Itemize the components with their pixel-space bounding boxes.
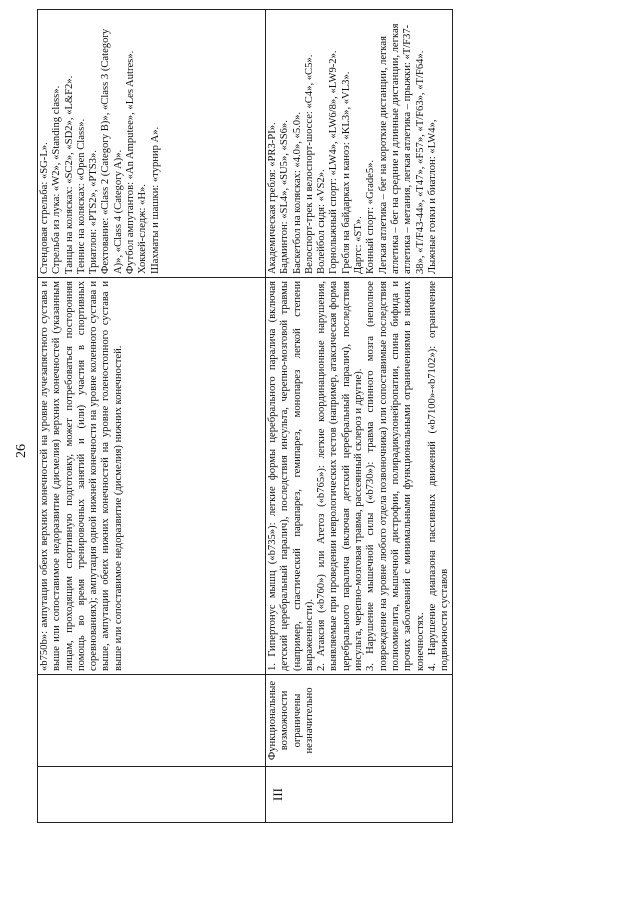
- sport-class-line: Танцы на колясках: «SC2», «SD2», «L&F2».: [63, 75, 75, 274]
- table-row-level-iii: [266, 10, 453, 823]
- classification-table: [37, 9, 453, 823]
- sport-class-line: Стендовая стрельба: «SG-L».: [39, 142, 50, 274]
- sport-class-line: Легкая атлетика – бег на короткие дистанции, легкая атлетика – бег на средние и длинные дистанции, легкая атлетика – метания, легкая атлетика – прыжки: «T/F37-38», «T/F43-44», «T47», «F57», «T/F63», «T/F64».: [377, 23, 426, 274]
- impairment-description: [38, 278, 266, 675]
- level-cell-empty: [38, 767, 266, 823]
- impairment-item: 1. Гипертонус мышц («b735»): легкие формы церебрального паралича (включая детский церебральный паралич), последствия инсульта, черепно-мозговой травмы (например, спастический парапарез, гемипарез, монопарез легкой степени выраженности).: [267, 281, 315, 671]
- sport-class-line: Конный спорт: «Grade5».: [365, 159, 377, 274]
- sport-class-line: Триатлон: «PTS2», «PTS3».: [88, 150, 100, 274]
- sport-class-line: Горнолыжный спорт: «LW4», «LW6/8», «LW9-2».: [328, 50, 340, 274]
- sport-class-line: Дартс: «ST».: [353, 216, 365, 274]
- sport-class-line: Шахматы и шашки: «турнир А».: [149, 126, 161, 274]
- sport-class-line: Лыжные гонки и биатлон: «LW4»,: [426, 119, 438, 274]
- impairment-text: «b750b»: ампутации обеих верхних конечностей на уровне лучезапястного сустава и выше или сопоставимое недоразвитие (дисмелия) верхних конечностей (указанным лицам, проходящим спортивную подготовку, может потребоваться посторонняя помощь во время тренировочных занятий и (или) участия в спортивных соревнованиях); ампутация одной нижней конечности на уровне коленного сустава и выше, ампутации обеих нижних конечностей на уровне голеностопного сустава и выше или сопоставимое недоразвитие (дисмелия) нижних конечностей.: [39, 281, 124, 671]
- sport-classes-cell: [266, 10, 453, 278]
- sport-class-line: Стрельба из лука: «W2», «Standing class».: [51, 85, 63, 274]
- sport-class-line: Баскетбол на колясках: «4.0», «5.0».: [291, 111, 303, 274]
- sport-class-line: Хоккей-следж: «H».: [137, 184, 149, 274]
- page-number: 26: [14, 444, 29, 458]
- sport-class-line: Академическая гребля: «PR3-PI».: [267, 122, 278, 274]
- sport-class-line: Гребля на байдарках и каноэ: «KL3», «VL3».: [340, 71, 352, 274]
- category-cell-empty: [38, 675, 266, 767]
- impairment-item: 3. Нарушение мышечной силы («b730»): травма спинного мозга (неполное повреждение на уровне любого отдела позвоночника) или сопоставимые последствия полиомиелита, мышечной дистрофии, полирадикулонейропатии, спина бифида и прочих заболеваний с минимальными функциональными ограничениями в нижних конечностях.: [365, 281, 426, 671]
- level-cell: III: [266, 767, 453, 823]
- table-row-previous: [38, 10, 266, 823]
- sport-class-line: Бадминтон: «SL4», «SU5», «SS6».: [279, 120, 291, 274]
- impairment-item: 4. Нарушение диапазона пассивных движений («b7100»-«b7102»): ограничение подвижности суставов: [426, 281, 451, 671]
- sport-classes-cell: [38, 10, 266, 278]
- sport-class-line: Велоспорт-трек и велоспорт-шоссе: «C4», «C5».: [303, 54, 315, 274]
- category-cell: Функциональные возможности ограничены незначительно: [266, 675, 453, 767]
- sport-class-line: Футбол ампутантов: «An Amputee», «Les Autres».: [125, 50, 137, 274]
- impairment-description: [266, 278, 453, 675]
- sport-class-line: Волейбол сидя: «VS2».: [316, 169, 328, 274]
- sport-class-line: Фехтование: «Class 2 (Category B)», «Class 3 (Category A)», «Class 4 (Category A)».: [100, 28, 124, 274]
- sport-class-line: Теннис на колясках: «Open Class».: [75, 118, 87, 274]
- impairment-item: 2. Атаксия («b760») или Атетоз («b765»): легкие координационные нарушения, выявляемые при проведении неврологических тестов (например, атаксическая форма церебрального паралича (включая детский церебральный паралич), последствия инсульта, черепно-мозговая травма, рассеянный склероз и другие).: [316, 281, 365, 671]
